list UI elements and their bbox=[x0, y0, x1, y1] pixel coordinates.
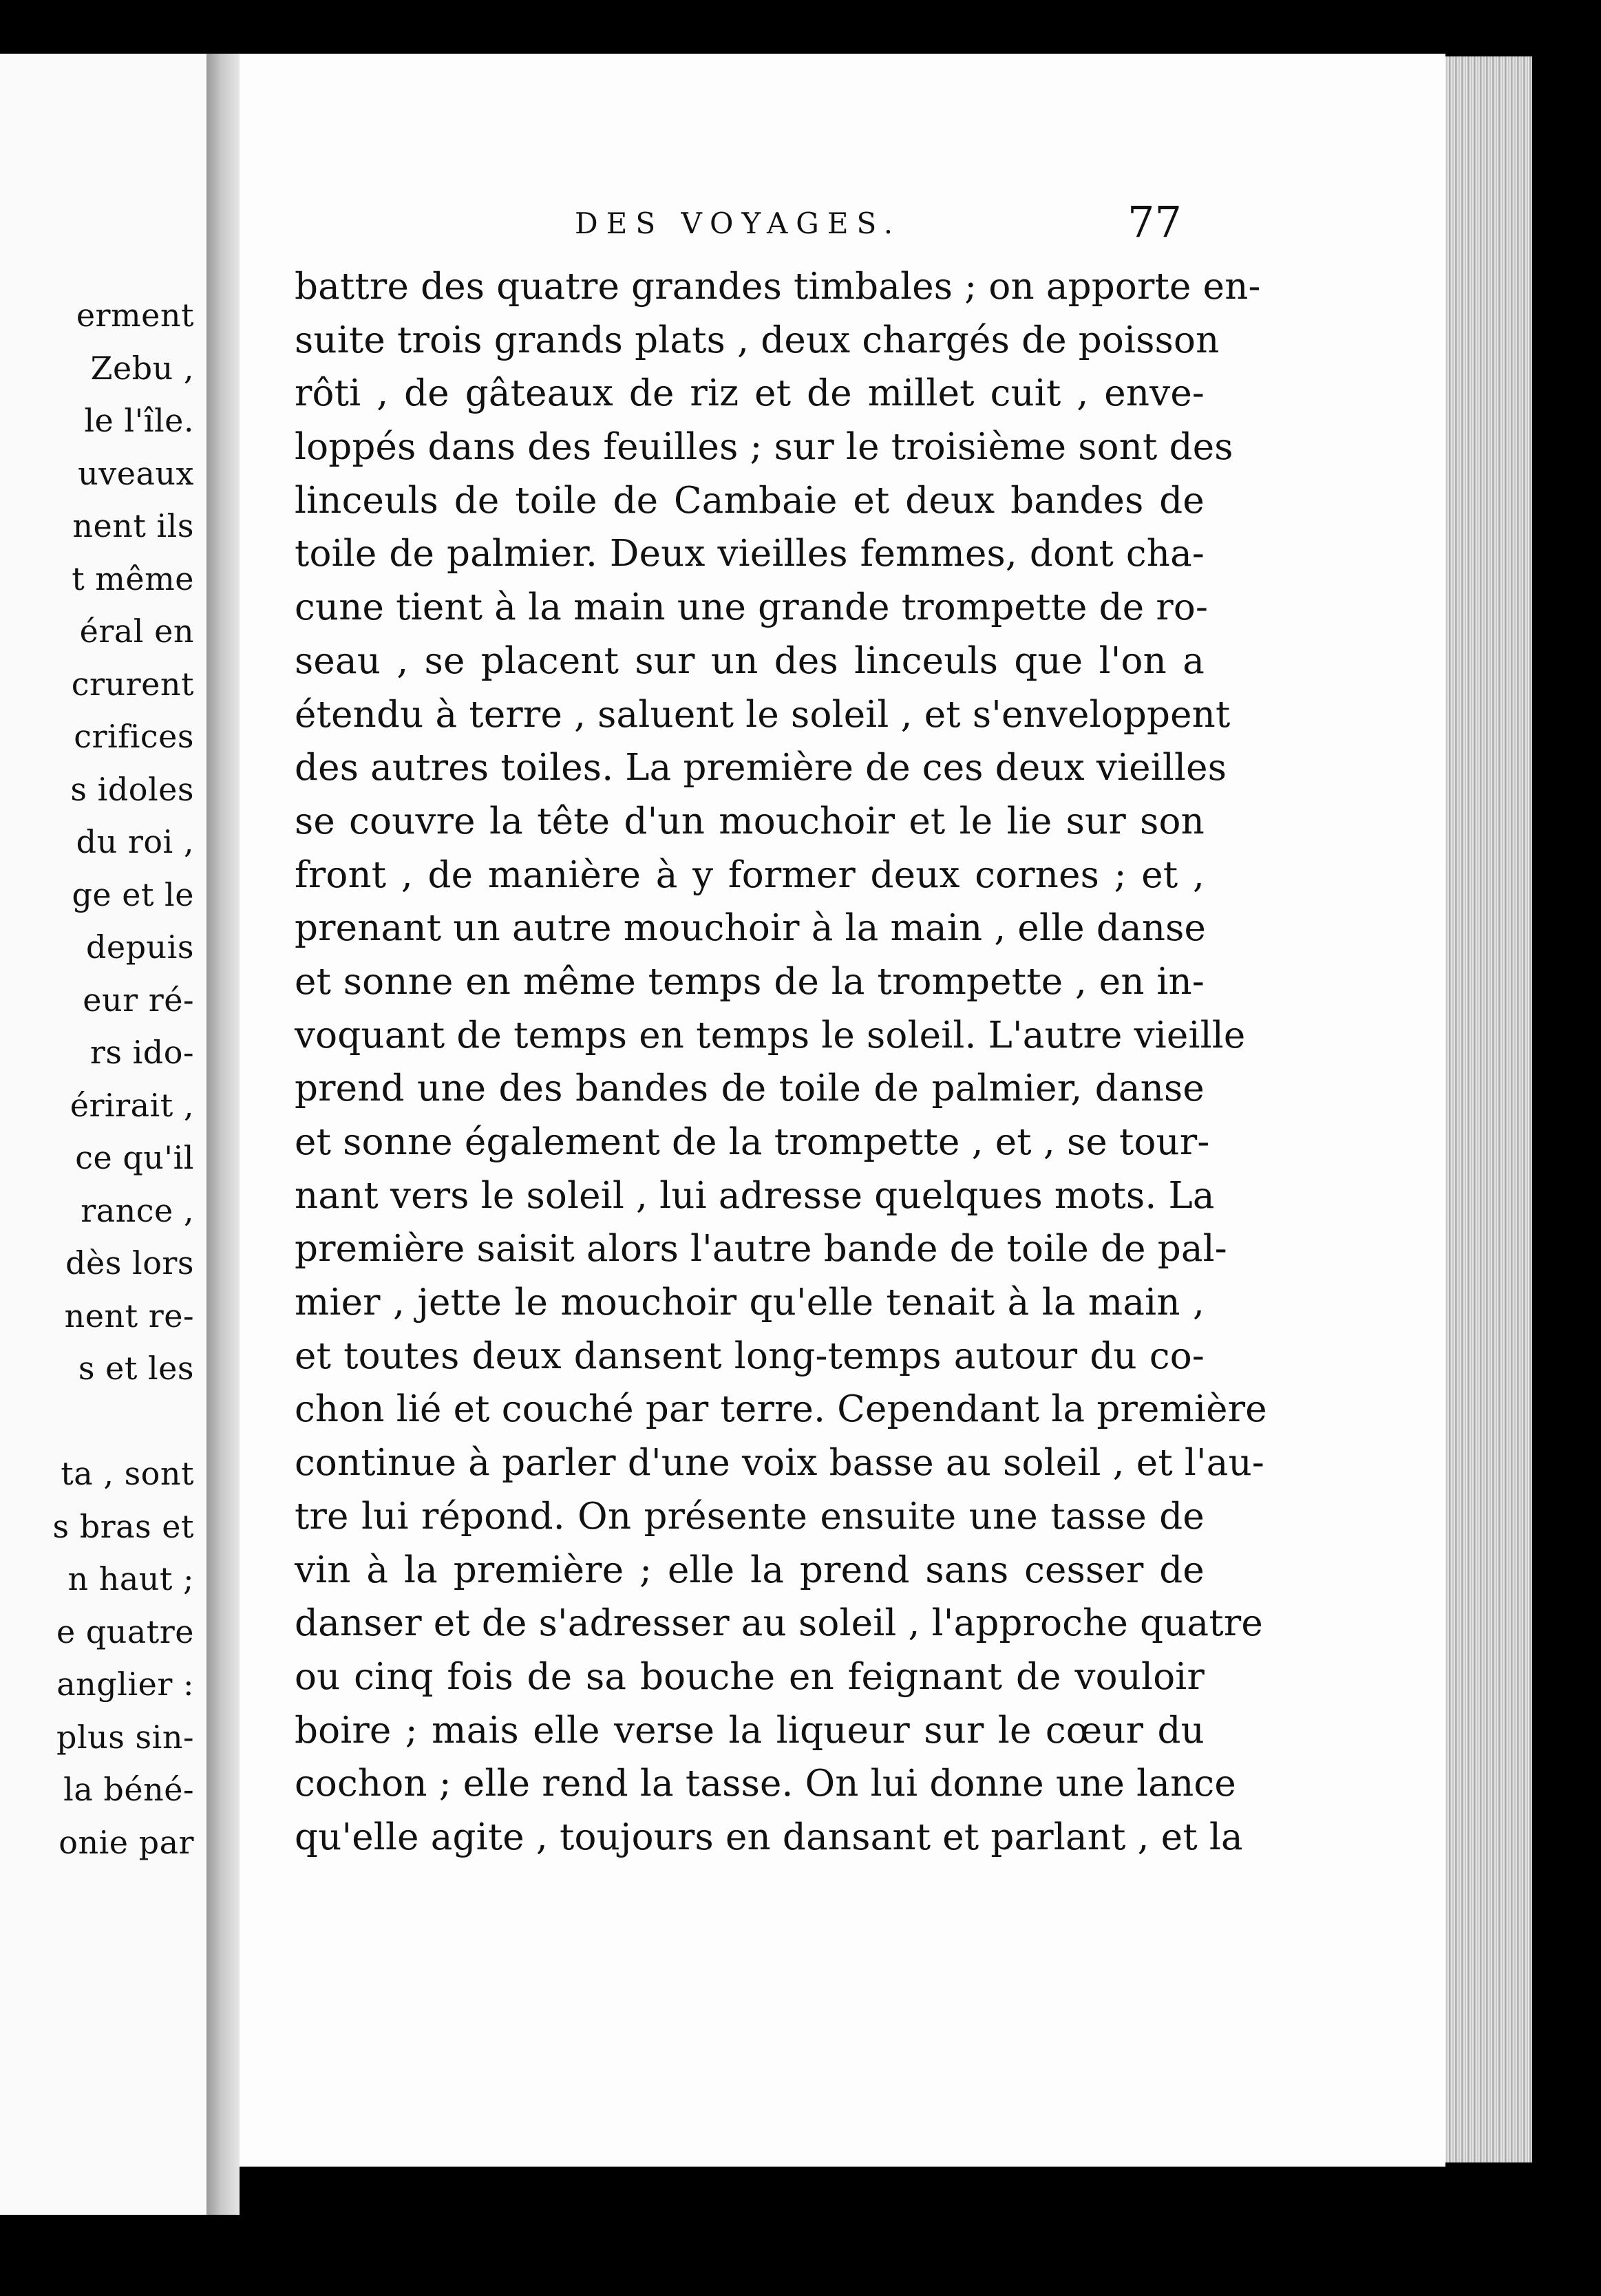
text-line: qu'elle agite , toujours en dansant et parlant , et la bbox=[295, 1816, 1243, 1858]
running-head: DES VOYAGES. bbox=[575, 206, 902, 240]
text-line: prenant un autre mouchoir à la main , elle danse bbox=[295, 907, 1207, 950]
left-page-line: crifices bbox=[74, 718, 194, 755]
text-line: et sonne également de la trompette , et , se tour- bbox=[295, 1121, 1210, 1163]
text-line: cochon ; elle rend la tasse. On lui donne une lance bbox=[295, 1763, 1236, 1805]
page-number: 77 bbox=[1127, 197, 1182, 247]
left-page-line: e quatre bbox=[56, 1613, 194, 1650]
text-line: toile de palmier. Deux vieilles femmes, dont cha- bbox=[295, 533, 1205, 575]
left-page-line: t même bbox=[72, 560, 194, 597]
left-page-line: depuis bbox=[85, 928, 194, 966]
left-page-line: anglier : bbox=[56, 1666, 194, 1703]
left-page-line: nent ils bbox=[72, 507, 194, 544]
text-line: boire ; mais elle verse la liqueur sur le cœur du bbox=[295, 1709, 1205, 1752]
text-line: chon lié et couché par terre. Cependant la première bbox=[295, 1388, 1267, 1431]
left-page-line: uveaux bbox=[78, 454, 194, 492]
left-page-line: érirait , bbox=[70, 1086, 194, 1124]
text-line: se couvre la tête d'un mouchoir et le lie sur son bbox=[295, 800, 1205, 842]
left-page-line: ce qu'il bbox=[75, 1139, 194, 1176]
text-line: et sonne en même temps de la trompette , en in- bbox=[295, 960, 1205, 1003]
body-text bbox=[295, 260, 1267, 1864]
left-page bbox=[0, 54, 206, 2215]
left-page-line: ge et le bbox=[72, 875, 194, 913]
text-line: battre des quatre grandes timbales ; on apporte en- bbox=[295, 266, 1261, 308]
text-line: cune tient à la main une grande trompette de ro- bbox=[295, 586, 1209, 629]
left-page-line: eur ré- bbox=[83, 981, 194, 1019]
left-page-line: rs ido- bbox=[89, 1034, 194, 1071]
left-page-line: n haut ; bbox=[67, 1560, 194, 1597]
text-line: étendu à terre , saluent le soleil , et s'enveloppent bbox=[295, 693, 1231, 736]
text-line: nant vers le soleil , lui adresse quelques mots. La bbox=[295, 1174, 1215, 1217]
left-page-line: s bras et bbox=[52, 1507, 194, 1545]
left-page-line: ta , sont bbox=[61, 1455, 194, 1492]
left-page-line: du roi , bbox=[76, 823, 194, 860]
text-line: des autres toiles. La première de ces deux vieilles bbox=[295, 747, 1227, 789]
text-line: seau , se placent sur un des linceuls que l'on a bbox=[295, 639, 1205, 682]
left-page-line: dès lors bbox=[65, 1244, 194, 1282]
left-page-line: s idoles bbox=[70, 770, 194, 808]
left-page-line bbox=[52, 1395, 194, 1448]
text-line: rôti , de gâteaux de riz et de millet cuit , enve- bbox=[295, 372, 1205, 415]
left-page-line: onie par bbox=[59, 1823, 194, 1861]
left-page-line: s et les bbox=[78, 1350, 194, 1387]
left-page-line: rance , bbox=[81, 1191, 194, 1229]
left-page-text bbox=[52, 289, 194, 1869]
text-line: front , de manière à y former deux cornes ; et , bbox=[295, 853, 1205, 896]
text-line: danser et de s'adresser au soleil , l'approche quatre bbox=[295, 1602, 1263, 1645]
text-line: vin à la première ; elle la prend sans cesser de bbox=[295, 1549, 1205, 1591]
text-line: mier , jette le mouchoir qu'elle tenait à la main , bbox=[295, 1282, 1205, 1324]
left-page-line: plus sin- bbox=[56, 1718, 194, 1756]
page-edges bbox=[1445, 56, 1532, 2162]
left-page-line: éral en bbox=[79, 613, 194, 650]
book-gutter bbox=[206, 54, 240, 2215]
left-page-line: le l'île. bbox=[84, 402, 194, 439]
text-line: tre lui répond. On présente ensuite une tasse de bbox=[295, 1495, 1205, 1538]
text-line: ou cinq fois de sa bouche en feignant de vouloir bbox=[295, 1655, 1205, 1698]
left-page-line: Zebu , bbox=[90, 349, 194, 387]
text-line: suite trois grands plats , deux chargés de poisson bbox=[295, 319, 1220, 361]
text-line: loppés dans des feuilles ; sur le troisième sont des bbox=[295, 426, 1233, 469]
text-line: linceuls de toile de Cambaie et deux bandes de bbox=[295, 479, 1205, 522]
text-line: continue à parler d'une voix basse au soleil , et l'au- bbox=[295, 1442, 1265, 1485]
left-page-line: la béné- bbox=[63, 1771, 194, 1808]
text-line: première saisit alors l'autre bande de toile de pal- bbox=[295, 1228, 1227, 1271]
text-line: et toutes deux dansent long-temps autour du co- bbox=[295, 1335, 1205, 1377]
left-page-line: crurent bbox=[71, 665, 194, 703]
text-line: voquant de temps en temps le soleil. L'autre vieille bbox=[295, 1014, 1246, 1056]
left-page-line: nent re- bbox=[64, 1297, 194, 1335]
left-page-line: erment bbox=[76, 297, 194, 334]
text-line: prend une des bandes de toile de palmier, danse bbox=[295, 1067, 1205, 1110]
